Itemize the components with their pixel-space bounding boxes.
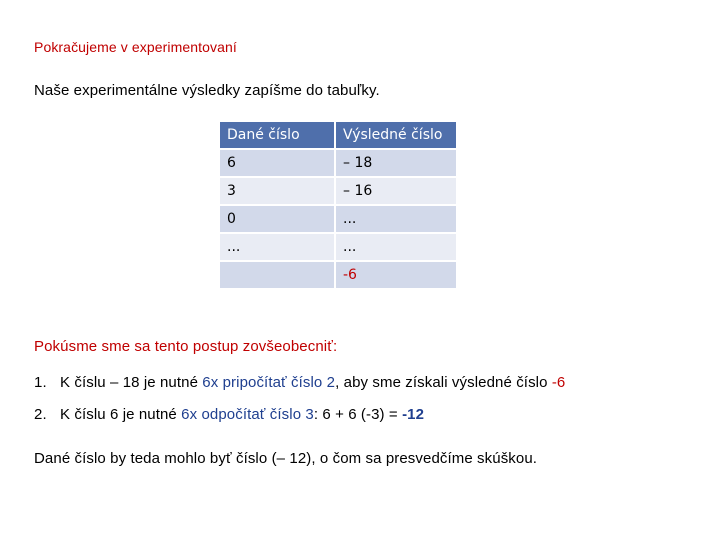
step-highlight: 6x odpočítať číslo 3	[181, 406, 314, 423]
table-row	[220, 206, 456, 232]
header-result-number: Výsledné číslo	[336, 122, 456, 148]
table-row	[220, 262, 456, 288]
step-item	[34, 406, 424, 423]
table-cell: ...	[336, 234, 456, 260]
step-highlight: 6x pripočítať číslo 2	[202, 374, 336, 391]
step-number: 1.	[34, 374, 47, 391]
generalize-heading: Pokúsme sme sa tento postup zovšeobecniť:	[34, 338, 338, 355]
table-row	[220, 178, 456, 204]
slide-title: Pokračujeme v experimentovaní	[34, 39, 237, 55]
table-cell: -6	[336, 262, 456, 288]
table-cell: – 16	[336, 178, 456, 204]
header-given-number: Dané číslo	[220, 122, 334, 148]
conclusion-text: Dané číslo by teda mohlo byť číslo (– 12), o čom sa presvedčíme skúškou.	[34, 450, 538, 467]
table-header-row	[220, 122, 456, 148]
table-cell: ...	[336, 206, 456, 232]
table-cell: ...	[220, 234, 334, 260]
step-text: , aby sme získali výsledné číslo	[335, 374, 552, 391]
step-result: -6	[551, 374, 566, 391]
results-table	[218, 120, 458, 290]
table-cell: 3	[220, 178, 334, 204]
table-row	[220, 150, 456, 176]
table-cell: – 18	[336, 150, 456, 176]
table-cell	[220, 262, 334, 288]
step-item	[34, 374, 565, 391]
table-row	[220, 234, 456, 260]
step-text: K číslu 6 je nutné	[60, 406, 182, 423]
step-text: : 6 + 6 (-3) =	[313, 406, 403, 423]
table-cell: 0	[220, 206, 334, 232]
step-result: -12	[402, 406, 425, 423]
step-text: K číslu – 18 je nutné	[60, 374, 203, 391]
table-cell: 6	[220, 150, 334, 176]
intro-text: Naše experimentálne výsledky zapíšme do tabuľky.	[34, 82, 380, 99]
step-number: 2.	[34, 406, 47, 423]
